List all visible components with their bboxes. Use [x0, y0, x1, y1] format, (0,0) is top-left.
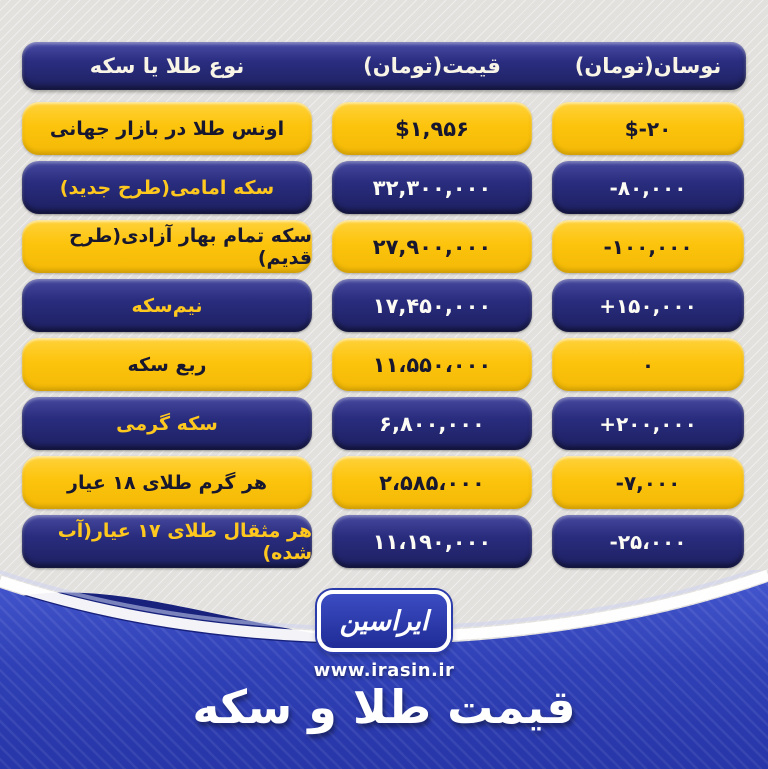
change-value: -۸۰,۰۰۰: [609, 175, 687, 200]
type-cell: سکه امامی(طرح جدید): [22, 161, 312, 214]
type-cell: سکه گرمی: [22, 397, 312, 450]
price-cell: [332, 515, 532, 568]
price-value: ۱۱،۵۵۰،۰۰۰: [372, 352, 492, 377]
table-row: [22, 220, 746, 273]
change-cell: [552, 279, 744, 332]
change-value: $-۲۰: [624, 116, 672, 141]
type-cell: هر مثقال طلای ۱۷ عیار(آب شده): [22, 515, 312, 568]
price-cell: [332, 279, 532, 332]
table-row: [22, 456, 746, 509]
type-cell: سکه تمام بهار آزادی(طرح قدیم): [22, 220, 312, 273]
price-cell: [332, 161, 532, 214]
change-value: -۱۰۰,۰۰۰: [603, 234, 693, 259]
irasin-logo: [317, 590, 451, 652]
table-row: [22, 397, 746, 450]
price-cell: [332, 338, 532, 391]
change-cell: [552, 397, 744, 450]
change-cell: [552, 220, 744, 273]
price-cell: [332, 397, 532, 450]
page-title: قیمت طلا و سکه: [192, 680, 576, 734]
website-url: www.irasin.ir: [313, 660, 455, 681]
price-value: ۱۷,۴۵۰,۰۰۰: [372, 293, 492, 318]
type-cell: هر گرم طلای ۱۸ عیار: [22, 456, 312, 509]
change-value: -۷,۰۰۰: [615, 470, 681, 495]
change-value: ۰: [641, 352, 655, 377]
price-value: ۳۲,۳۰۰,۰۰۰: [372, 175, 492, 200]
table-row: [22, 102, 746, 155]
change-cell: [552, 515, 744, 568]
price-value: ۲۷,۹۰۰,۰۰۰: [372, 234, 492, 259]
table-row: [22, 338, 746, 391]
type-cell: ربع سکه: [22, 338, 312, 391]
price-value: ۶,۸۰۰,۰۰۰: [379, 411, 485, 436]
table-header-bar: [22, 42, 746, 90]
header-type-column: نوع طلا یا سکه: [89, 54, 245, 78]
table-row: [22, 515, 746, 568]
table-rows: [22, 102, 746, 568]
table-row: [22, 279, 746, 332]
type-cell: اونس طلا در بازار جهانی: [22, 102, 312, 155]
type-cell: نیم‌سکه: [22, 279, 312, 332]
price-value: $۱,۹۵۶: [395, 116, 469, 141]
price-cell: [332, 102, 532, 155]
table-row: [22, 161, 746, 214]
footer-banner: [0, 570, 768, 769]
change-cell: [552, 102, 744, 155]
price-cell: [332, 456, 532, 509]
header-fluctuation-column: نوسان(تومان): [574, 54, 722, 78]
price-value: ۲،۵۸۵،۰۰۰: [379, 470, 485, 495]
price-cell: [332, 220, 532, 273]
change-cell: [552, 338, 744, 391]
change-value: -۲۵،۰۰۰: [609, 529, 687, 554]
header-price-column: قیمت(تومان): [363, 54, 501, 78]
change-value: +۲۰۰,۰۰۰: [599, 411, 697, 436]
change-cell: [552, 456, 744, 509]
irasin-logo-text: ایراسین: [339, 605, 429, 637]
change-value: +۱۵۰,۰۰۰: [599, 293, 697, 318]
change-cell: [552, 161, 744, 214]
price-value: ۱۱،۱۹۰,۰۰۰: [372, 529, 492, 554]
